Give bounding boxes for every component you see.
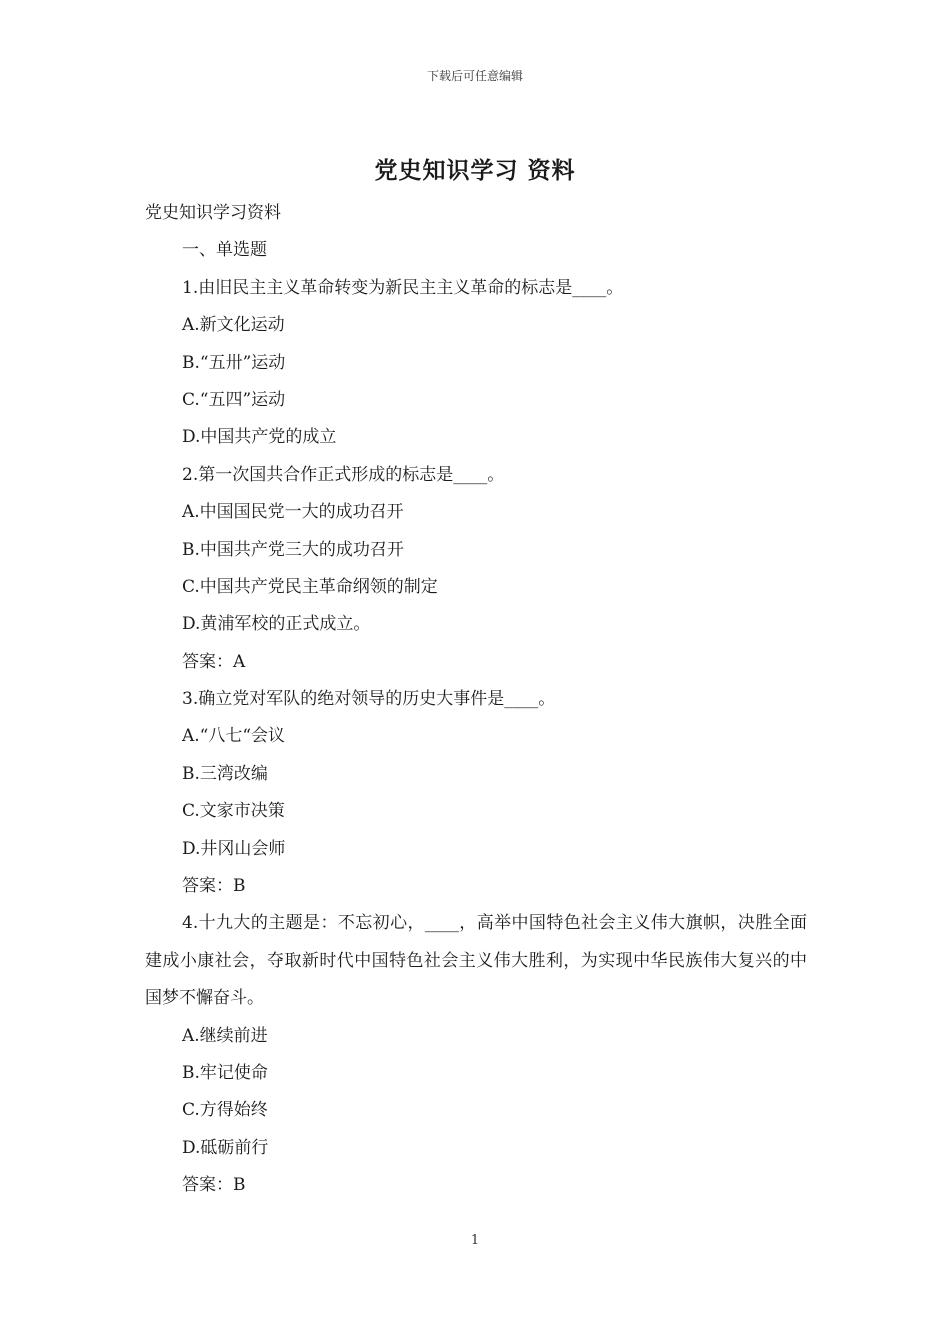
question-option: D.砥砺前行 <box>182 1137 269 1158</box>
document-body <box>145 195 810 1205</box>
header-note: 下载后可任意编辑 <box>426 69 523 83</box>
question-option: C.“五四”运动 <box>182 389 286 410</box>
question-option: D.井冈山会师 <box>182 838 286 859</box>
question-answer: 答案：B <box>182 1175 246 1196</box>
question-answer: 答案：A <box>182 651 246 672</box>
question-option: C.文家市决策 <box>182 801 285 822</box>
question-option: A.新文化运动 <box>182 315 285 336</box>
question-option: C.方得始终 <box>182 1100 268 1121</box>
question-answer: 答案：B <box>182 876 246 897</box>
question-option: D.黄浦军校的正式成立。 <box>182 614 371 635</box>
question-stem: 1.由旧民主主义革命转变为新民主主义革命的标志是____。 <box>182 277 624 298</box>
question-option: C.中国共产党民主革命纲领的制定 <box>182 576 438 597</box>
page-number: 1 <box>470 1233 480 1248</box>
question-option: B.中国共产党三大的成功召开 <box>182 539 404 560</box>
question-option: A.“八七“会议 <box>182 726 286 747</box>
section-heading: 一、单选题 <box>182 240 267 261</box>
question-option: A.继续前进 <box>182 1025 268 1046</box>
document-title: 党史知识学习 资料 <box>374 157 576 184</box>
question-option: A.中国国民党一大的成功召开 <box>182 502 404 523</box>
question-stem: 4.十九大的主题是：不忘初心，____，高举中国特色社会主义伟大旗帜，决胜全面建成小康社会，夺取新时代中国特色社会主义伟大胜利，为实现中华民族伟大复兴的中国梦不懈奋斗。 <box>145 913 807 1009</box>
question-option: B.“五卅”运动 <box>182 352 286 373</box>
question-stem: 3.确立党对军队的绝对领导的历史大事件是____。 <box>182 689 556 710</box>
question-stem: 2.第一次国共合作正式形成的标志是____。 <box>182 464 505 485</box>
question-option: B.三湾改编 <box>182 763 268 784</box>
document-subtitle: 党史知识学习资料 <box>145 203 281 223</box>
question-option: D.中国共产党的成立 <box>182 427 337 448</box>
question-option: B.牢记使命 <box>182 1063 268 1084</box>
